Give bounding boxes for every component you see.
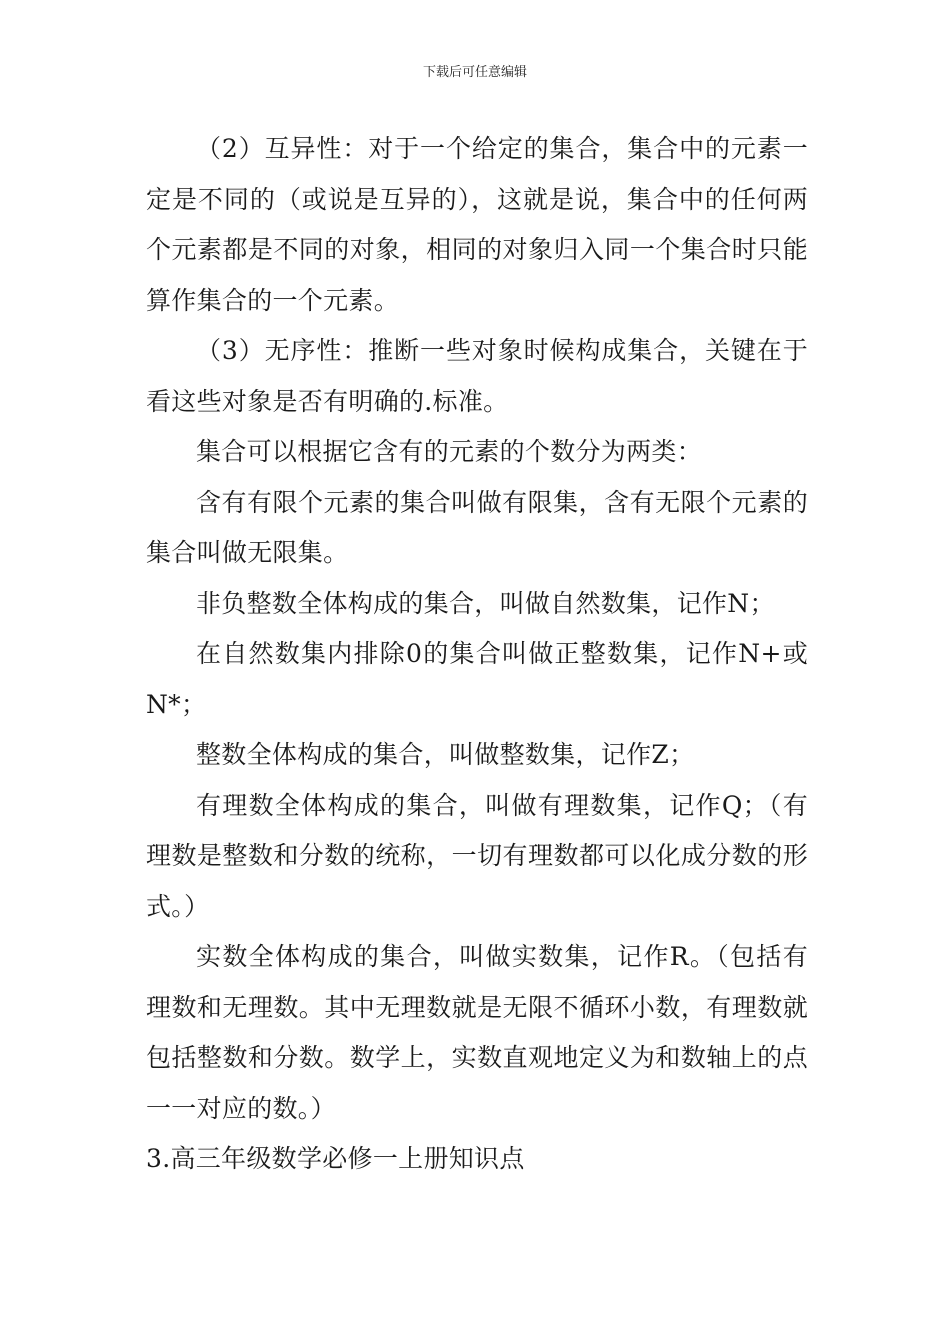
document-body [146, 124, 808, 1185]
section-heading: 3.高三年级数学必修一上册知识点 [146, 1144, 525, 1173]
paragraph-integers: 整数全体构成的集合，叫做整数集，记作Z； [196, 740, 695, 769]
paragraph-finite-infinite: 含有有限个元素的集合叫做有限集，含有无限个元素的集合叫做无限集。 [146, 487, 808, 567]
paragraph-set-classification: 集合可以根据它含有的元素的个数分为两类： [196, 437, 703, 466]
paragraph-unordered: （3）无序性：推断一些对象时候构成集合，关键在于看这些对象是否有明确的.标准。 [146, 336, 808, 416]
paragraph-positive-integers: 在自然数集内排除0的集合叫做正整数集，记作N+或N*； [146, 639, 808, 719]
page-header: 下载后可任意编辑 [422, 65, 527, 80]
paragraph-rationals: 有理数全体构成的集合，叫做有理数集，记作Q；（有理数是整数和分数的统称，一切有理数都可以化成分数的形式。） [146, 790, 808, 921]
paragraph-reals: 实数全体构成的集合，叫做实数集，记作R。（包括有理数和无理数。其中无理数就是无限不循环小数，有理数就包括整数和分数。数学上，实数直观地定义为和数轴上的点一一对应的数。） [146, 942, 808, 1123]
paragraph-natural-numbers: 非负整数全体构成的集合，叫做自然数集，记作N； [196, 588, 775, 618]
paragraph-distinctness: （2）互异性：对于一个给定的集合，集合中的元素一定是不同的（或说是互异的），这就是说，集合中的任何两个元素都是不同的对象，相同的对象归入同一个集合时只能算作集合的一个元素。 [146, 134, 808, 315]
